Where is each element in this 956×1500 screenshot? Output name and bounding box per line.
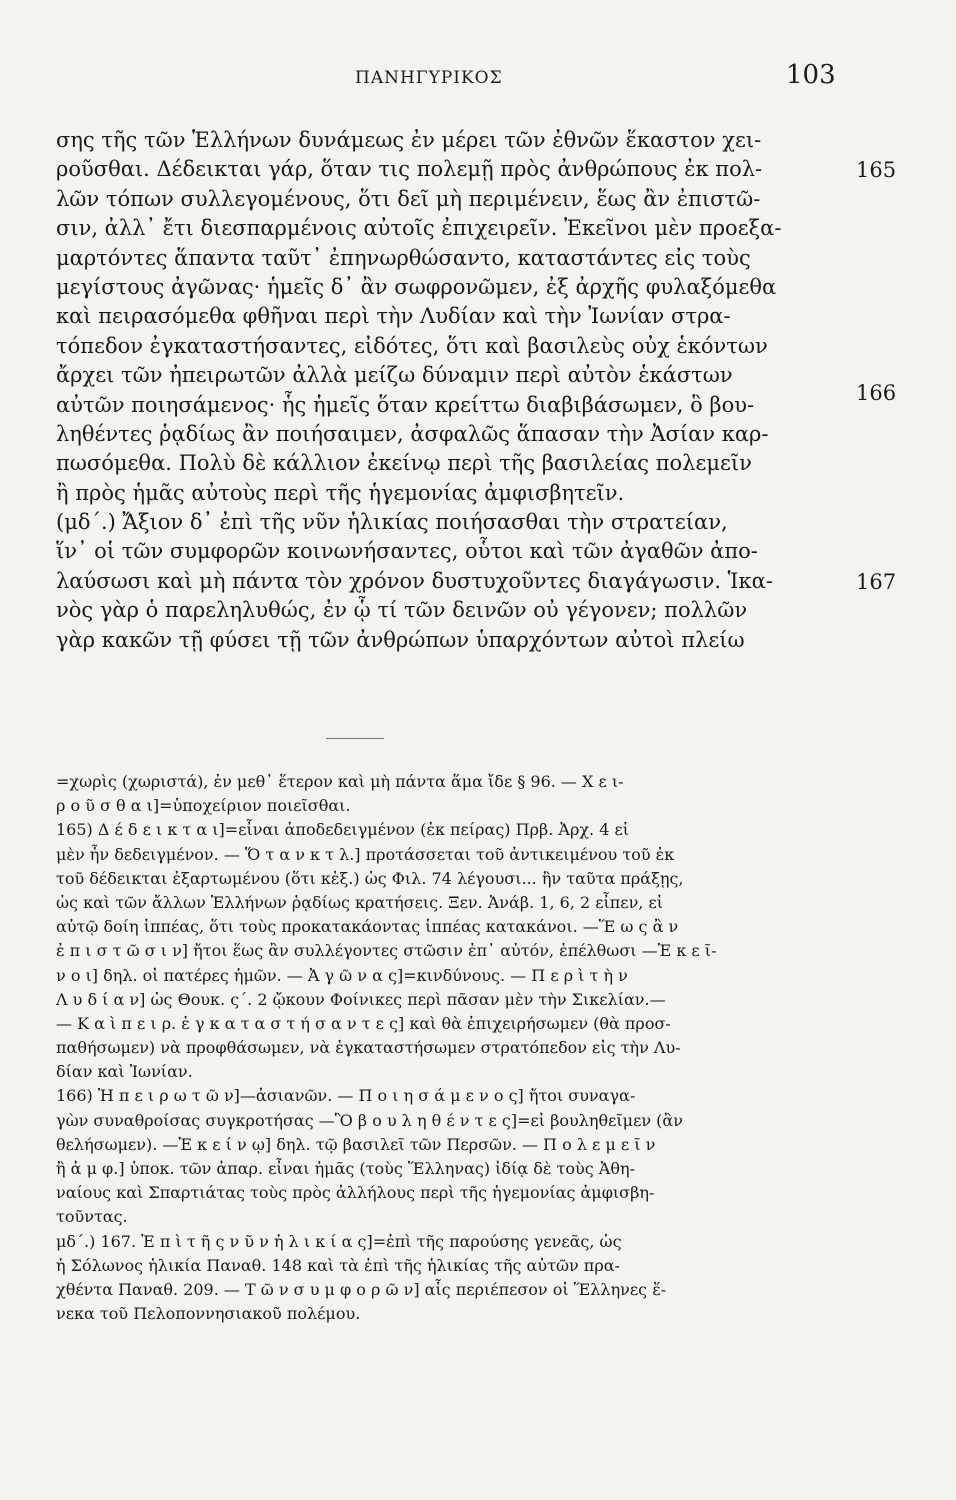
main-line: ἢ πρὸς ἡμᾶς αὐτοὺς περὶ τῆς ἡγεμονίας ἀμφισβητεῖν. (56, 480, 625, 505)
note-line: Λ υ δ ί α ν] ὡς Θουκ. ς΄. 2 ᾤκουν Φοίνικες περὶ πᾶσαν μὲν τὴν Σικελίαν.— (56, 989, 666, 1009)
section-number: 165 (856, 158, 897, 182)
note-line: τοῦ δέδεικται ἐξαρτωμένου (ὅτι κἑξ.) ὡς Φιλ. 74 λέγουσι... ἢν ταῦτα πράξῃς, (56, 868, 684, 888)
main-line: ροῦσθαι. Δέδεικται γάρ, ὅταν τις πολεμῇ πρὸς ἀνθρώπους ἐκ πολ- (56, 157, 763, 182)
note-line: χθέντα Παναθ. 209. — Τ ῶ ν σ υ μ φ ο ρ ῶ ν] αἷς περιέπεσον οἱ Ἕλληνες ἕ- (56, 1279, 667, 1299)
main-line: (μδ΄.) Ἄξιον δ᾽ ἐπὶ τῆς νῦν ἡλικίας ποιήσασθαι τὴν στρατείαν, (56, 510, 728, 535)
note-line: παθήσωμεν) νὰ προφθάσωμεν, νὰ ἐγκαταστήσωμεν στρατόπεδον εἰς τὴν Λυ- (56, 1038, 681, 1058)
note-line: αὐτῷ δοίη ἱππέας, ὅτι τοὺς προκατακάοντας ἱππέας κατακάνοι. —Ἕ ω ς ἂ ν (56, 917, 679, 937)
note-line: νεκα τοῦ Πελοποννησιακοῦ πολέμου. (56, 1304, 361, 1324)
section-number: 166 (856, 381, 897, 405)
main-line: σης τῆς τῶν Ἑλλήνων δυνάμεως ἐν μέρει τῶν ἐθνῶν ἕκαστον χει- (56, 128, 762, 152)
main-line: ληθέντες ῥᾳδίως ἂν ποιήσαιμεν, ἀσφαλῶς ἅπασαν τὴν Ἀσίαν καρ- (56, 421, 769, 446)
main-line: πωσόμεθα. Πολὺ δὲ κάλλιον ἐκείνῳ περὶ τῆς βασιλείας πολεμεῖν (56, 451, 752, 476)
note-line: ὡς καὶ τῶν ἄλλων Ἑλλήνων ῥᾳδίως κρατήσεις. Ξεν. Ἀνάβ. 1, 6, 2 εἶπεν, εἰ (56, 892, 664, 912)
note-line: =χωρὶς (χωριστά), ἐν μεθ᾽ ἕτερον καὶ μὴ πάντα ἅμα ἴδε § 96. — Χ ε ι- (56, 772, 624, 791)
footnote-divider (326, 738, 384, 739)
note-line: τοῦντας. (56, 1207, 128, 1227)
note-line: θελήσωμεν). —Ἐ κ ε ί ν ῳ] δηλ. τῷ βασιλεῖ τῶν Περσῶν. — Π ο λ ε μ ε ῖ ν (56, 1134, 656, 1154)
main-line: σιν, ἀλλ᾽ ἔτι διεσπαρμένοις αὐτοῖς ἐπιχειρεῖν. Ἐκεῖνοι μὲν προεξα- (56, 216, 782, 241)
page-header (0, 60, 956, 100)
note-line: ἢ ἀ μ φ.] ὑποκ. τῶν ἀπαρ. εἶναι ἡμᾶς (τοὺς Ἕλληνας) ἰδίᾳ δὲ τοὺς Ἀθη- (56, 1159, 635, 1178)
main-line: αὐτῶν ποιησάμενος· ἧς ἡμεῖς ὅταν κρείττω διαβιβάσωμεν, ὃ βου- (56, 392, 755, 417)
note-line: ρ ο ῦ σ θ α ι]=ὑποχείριον ποιεῖσθαι. (56, 796, 351, 816)
note-line: ν ο ι] δηλ. οἱ πατέρες ἡμῶν. — Ἀ γ ῶ ν α ς]=κινδύνους. — Π ε ρ ὶ τ ὴ ν (56, 965, 628, 985)
note-line: ἡ Σόλωνος ἡλικία Παναθ. 148 καὶ τὰ ἐπὶ τῆς ἡλικίας τῆς αὐτῶν πρα- (56, 1255, 620, 1275)
main-text (56, 126, 848, 655)
main-line: μεγίστους ἀγῶνας· ἡμεῖς δ᾽ ἂν σωφρονῶμεν, ἐξ ἀρχῆς φυλαξόμεθα (56, 274, 777, 299)
note-line: ναίους καὶ Σπαρτιάτας τοὺς πρὸς ἀλλήλους περὶ τῆς ἡγεμονίας ἀμφισβη- (56, 1183, 655, 1203)
note-line: μδ΄.) 167. Ἐ π ὶ τ ῆ ς ν ῦ ν ἡ λ ι κ ί α ς]=ἐπὶ τῆς παρούσης γενεᾶς, ὡς (56, 1231, 622, 1251)
main-line: ἵν᾽ οἱ τῶν συμφορῶν κοινωνήσαντες, οὗτοι καὶ τῶν ἀγαθῶν ἀπο- (56, 539, 758, 564)
main-line: καὶ πειρασόμεθα φθῆναι περὶ τὴν Λυδίαν καὶ τὴν Ἰωνίαν στρα- (56, 304, 731, 329)
section-number: 167 (856, 570, 897, 594)
main-line: τόπεδον ἐγκαταστήσαντες, εἰδότες, ὅτι καὶ βασιλεὺς οὐχ ἑκόντων (56, 333, 768, 358)
note-line: 166) Ἠ π ε ι ρ ω τ ῶ ν]—ἀσιανῶν. — Π ο ι η σ ά μ ε ν ο ς] ἤτοι συναγα- (56, 1086, 636, 1106)
commentary-notes (56, 770, 848, 1326)
note-line: — Κ α ὶ π ε ι ρ. ἐ γ κ α τ α σ τ ή σ α ν τ ε ς] καὶ θὰ ἐπιχειρήσωμεν (θὰ προσ- (56, 1013, 671, 1033)
main-line: μαρτόντες ἅπαντα ταῦτ᾽ ἐπηνωρθώσαντο, καταστάντες εἰς τοὺς (56, 245, 751, 270)
note-line: ἐ π ι σ τ ῶ σ ι ν] ἤτοι ἕως ἂν συλλέγοντες στῶσιν ἐπ᾽ αὐτόν, ἐπέλθωσι —Ἐ κ ε ῖ- (56, 941, 717, 961)
note-line: μὲν ἦν δεδειγμένον. — Ὅ τ α ν κ τ λ.] προτάσσεται τοῦ ἀντικειμένου τοῦ ἐκ (56, 844, 675, 864)
main-line: λαύσωσι καὶ μὴ πάντα τὸν χρόνον δυστυχοῦντες διαγάγωσιν. Ἱκα- (56, 568, 773, 593)
note-line: 165) Δ έ δ ε ι κ τ α ι]=εἶναι ἀποδεδειγμένον (ἐκ πείρας) Πρβ. Ἀρχ. 4 εἰ (56, 820, 630, 840)
main-line: νὸς γὰρ ὁ παρεληλυθώς, ἐν ᾧ τί τῶν δεινῶν οὐ γέγονεν; πολλῶν (56, 598, 748, 623)
note-line: δίαν καὶ Ἰωνίαν. (56, 1062, 193, 1082)
main-line: λῶν τόπων συλλεγομένους, ὅτι δεῖ μὴ περιμένειν, ἕως ἂν ἐπιστῶ- (56, 186, 761, 211)
note-line: γὼν συναθροίσας συγκροτήσας —Ὃ β ο υ λ η θ έ ν τ ε ς]=εἰ βουληθεῖμεν (ἂν (56, 1110, 683, 1130)
page-number: 103 (786, 60, 836, 90)
running-title: ΠΑΝΗΓΥΡΙΚΟΣ (355, 68, 503, 88)
main-line: γὰρ κακῶν τῇ φύσει τῇ τῶν ἀνθρώπων ὑπαρχόντων αὐτοὶ πλείω (56, 627, 745, 652)
main-line: ἄρχει τῶν ἠπειρωτῶν ἀλλὰ μείζω δύναμιν περὶ αὐτὸν ἑκάστων (56, 363, 733, 388)
